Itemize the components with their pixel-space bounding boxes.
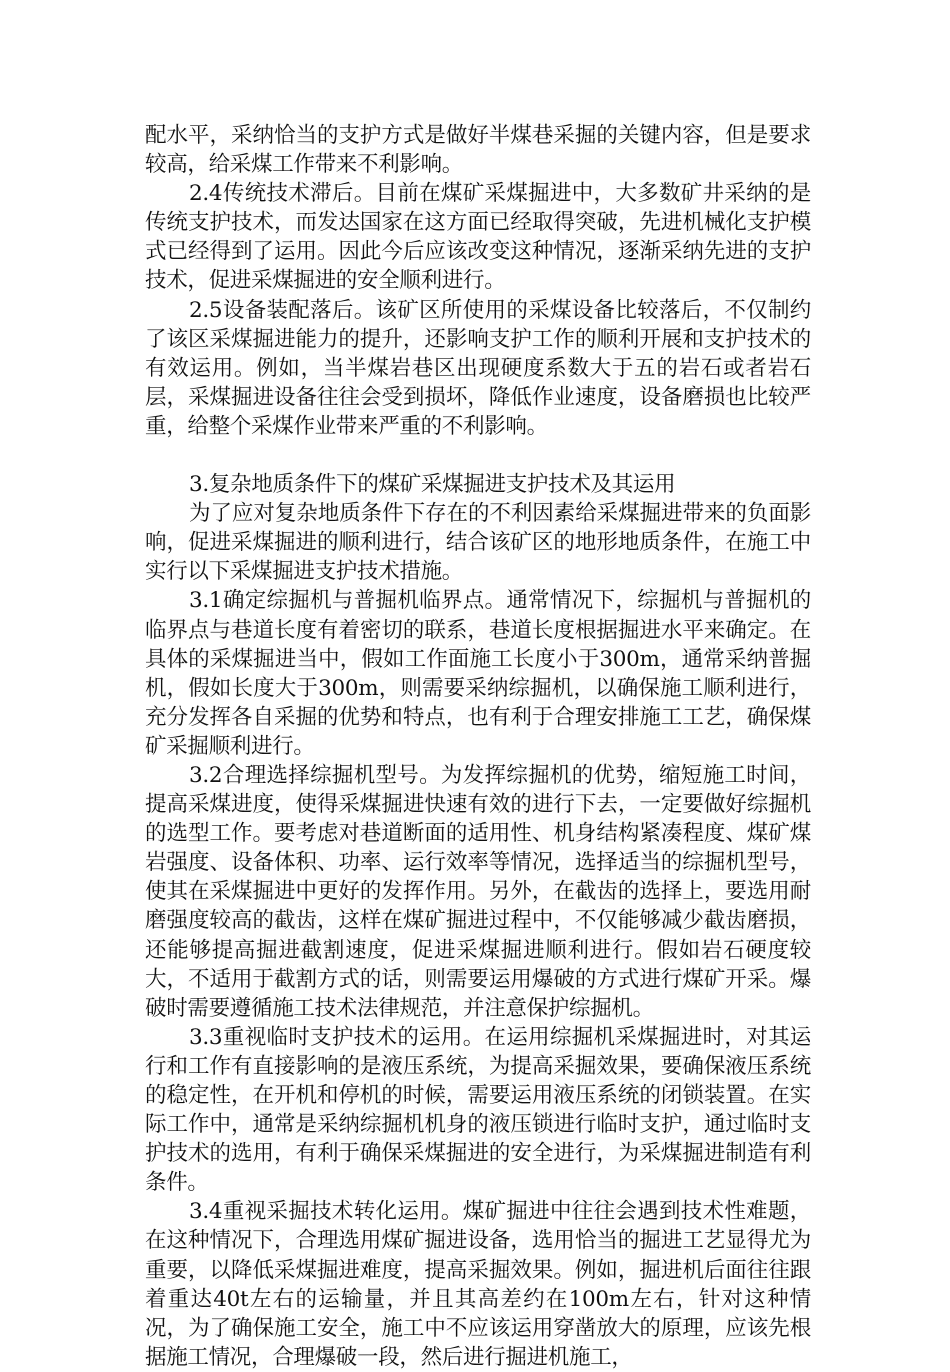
paragraph-3-3: 3.3重视临时支护技术的运用。在运用综掘机采煤掘进时，对其运行和工作有直接影响的是液压系统，为提高采掘效果，要确保液压系统的稳定性，在开机和停机的时候，需要运用液压系统的闭锁装置。在实际工作中，通常是采纳综掘机机身的液压锁进行临时支护，通过临时支护技术的选用，有利于确保采煤掘进的安全进行，为采煤掘进制造有利条件。: [145, 1024, 811, 1196]
section-heading-3: 3.复杂地质条件下的煤矿采煤掘进支护技术及其运用: [189, 472, 676, 498]
paragraph-continuation: 配水平，采纳恰当的支护方式是做好半煤巷采掘的关键内容，但是要求较高，给采煤工作带来不利影响。: [145, 123, 811, 178]
paragraph-2-5: 2.5设备装配落后。该矿区所使用的采煤设备比较落后，不仅制约了该区采煤掘进能力的提升，还影响支护工作的顺利开展和支护技术的有效运用。例如，当半煤岩巷区出现硬度系数大于五的岩石或者岩石层，采煤掘进设备往往会受到损坏，降低作业速度，设备磨损也比较严重，给整个采煤作业带来严重的不利影响。: [145, 297, 811, 439]
paragraph-3-2: 3.2合理选择综掘机型号。为发挥综掘机的优势，缩短施工时间，提高采煤进度，使得采煤掘进快速有效的进行下去，一定要做好综掘机的选型工作。要考虑对巷道断面的适用性、机身结构紧凑程度、煤矿煤岩强度、设备体积、功率、运行效率等情况，选择适当的综掘机型号，使其在采煤掘进中更好的发挥作用。另外，在截齿的选择上，要选用耐磨强度较高的截齿，这样在煤矿掘进过程中，不仅能够减少截齿磨损，还能够提高掘进截割速度，促进采煤掘进顺利进行。假如岩石硬度较大，不适用于截割方式的话，则需要运用爆破的方式进行煤矿开采。爆破时需要遵循施工技术法律规范，并注意保护综掘机。: [145, 762, 811, 1021]
body-text: [145, 121, 811, 1372]
paragraph-3-1: 3.1确定综掘机与普掘机临界点。通常情况下，综掘机与普掘机的临界点与巷道长度有着密切的联系，巷道长度根据掘进水平来确定。在具体的采煤掘进当中，假如工作面施工长度小于300m，通常采纳普掘机，假如长度大于300m，则需要采纳综掘机，以确保施工顺利进行，充分发挥各自采掘的优势和特点，也有利于合理安排施工工艺，确保煤矿采掘顺利进行。: [145, 588, 811, 759]
paragraph-3-4: 3.4重视采掘技术转化运用。煤矿掘进中往往会遇到技术性难题，在这种情况下，合理选用煤矿掘进设备，选用恰当的掘进工艺显得尤为重要，以降低采煤掘进难度，提高采掘效果。例如，掘进机后面往往跟着重达40t左右的运输量，并且其高差约在100m左右，针对这种情况，为了确保施工安全，施工中不应该运用穿凿放大的原理，应该先根据施工情况，合理爆破一段，然后进行掘进机施工，: [145, 1199, 811, 1370]
paragraph-3-intro: 为了应对复杂地质条件下存在的不利因素给采煤掘进带来的负面影响，促进采煤掘进的顺利进行，结合该矿区的地形地质条件，在施工中实行以下采煤掘进支护技术措施。: [145, 501, 811, 585]
paragraph-2-4: 2.4传统技术滞后。目前在煤矿采煤掘进中，大多数矿井采纳的是传统支护技术，而发达国家在这方面已经取得突破，先进机械化支护模式已经得到了运用。因此今后应该改变这种情况，逐渐采纳先进的支护技术，促进采煤掘进的安全顺利进行。: [145, 181, 811, 294]
